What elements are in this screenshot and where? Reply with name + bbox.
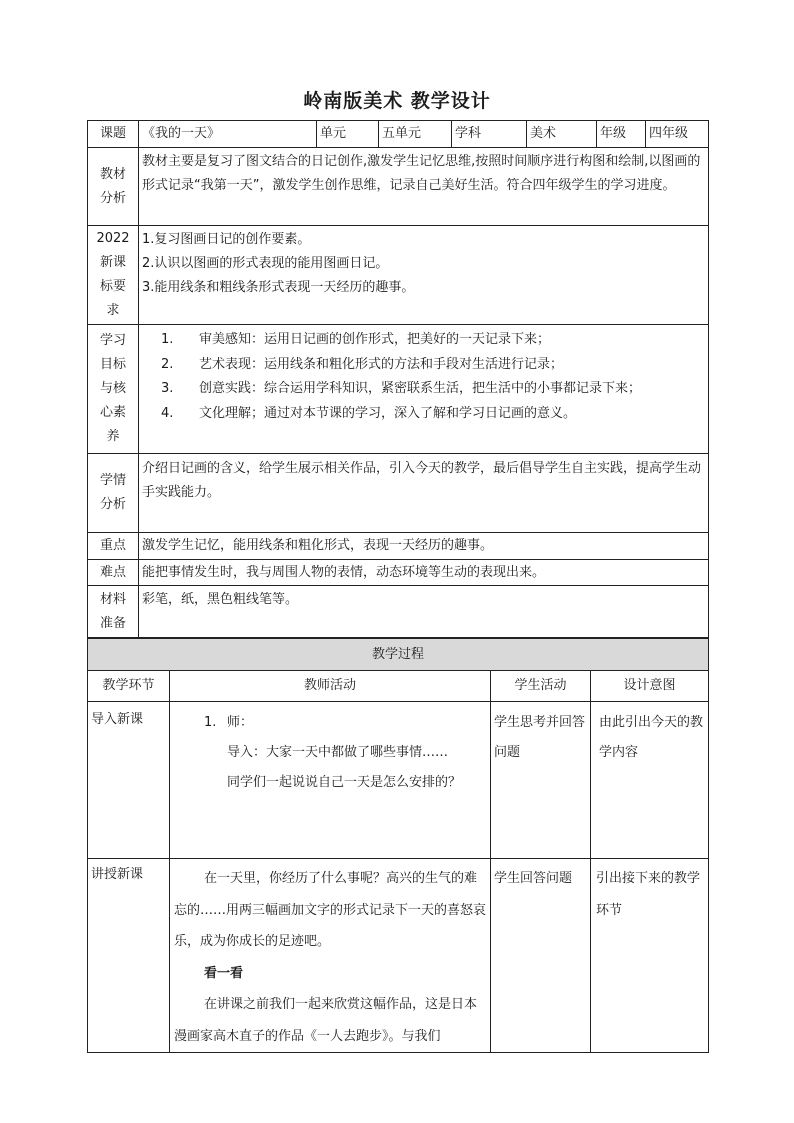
grade-label: 年级 xyxy=(597,121,646,148)
goals-label: 学习 目标 与核 心素 养 xyxy=(88,325,139,454)
page-title: 岭南版美术 教学设计 xyxy=(303,90,491,112)
stage-cell: 导入新课 xyxy=(88,702,170,859)
difficulty-label: 难点 xyxy=(88,560,139,586)
column-header-stage: 教学环节 xyxy=(88,671,170,702)
table-row xyxy=(88,859,709,1053)
goals-list xyxy=(139,325,709,454)
analysis-row xyxy=(88,148,709,226)
standards-row xyxy=(88,226,709,325)
design-intent-cell: 由此引出今天的教学内容 xyxy=(591,702,709,859)
goals-row xyxy=(88,325,709,454)
list-item: 3.能用线条和粗线条形式表现一天经历的趣事。 xyxy=(142,280,415,295)
table-row xyxy=(88,702,709,859)
materials-label: 材料 准备 xyxy=(88,586,139,638)
subject-label: 学科 xyxy=(452,121,527,148)
list-item: 1. 审美感知：运用日记画的创作形式，把美好的一天记录下来； xyxy=(161,332,551,347)
difficulty-row xyxy=(88,560,709,586)
lesson-info-table xyxy=(87,120,709,638)
design-intent-cell: 引出接下来的教学环节 xyxy=(591,859,709,1053)
difficulty-text: 能把事情发生时，我与周围人物的表情，动态环境等生动的表现出来。 xyxy=(139,560,709,586)
info-row xyxy=(88,121,709,148)
key-point-label: 重点 xyxy=(88,533,139,560)
student-activity-cell: 学生思考并回答问题 xyxy=(491,702,591,859)
unit-label: 单元 xyxy=(317,121,379,148)
analysis-text: 教材主要是复习了图文结合的日记创作,激发学生记忆思维,按照时间顺序进行构图和绘制,以图画的形式记录“我第一天”，激发学生创作思维，记录自己美好生活。符合四年级学生的学习进度。 xyxy=(139,148,709,226)
course-value: 《我的一天》 xyxy=(139,121,317,148)
teacher-activity-cell: 1. 师： 导入：大家一天中都做了哪些事情…… 同学们一起说说自己一天是怎么安排的？ xyxy=(170,702,491,859)
subheading: 看一看 xyxy=(204,965,244,981)
list-item: 1.复习图画日记的创作要素。 xyxy=(142,232,311,247)
teaching-process-table xyxy=(87,638,709,1053)
process-heading-row xyxy=(88,639,709,671)
key-point-text: 激发学生记忆，能用线条和粗化形式，表现一天经历的趣事。 xyxy=(139,533,709,560)
subject-value: 美术 xyxy=(527,121,597,148)
standards-list xyxy=(139,226,709,325)
column-header-teacher: 教师活动 xyxy=(170,671,491,702)
grade-value: 四年级 xyxy=(646,121,709,148)
process-header-row xyxy=(88,671,709,702)
process-heading: 教学过程 xyxy=(88,639,709,671)
student-activity-cell: 学生回答问题 xyxy=(491,859,591,1053)
analysis-label: 教材 分析 xyxy=(88,148,139,226)
list-item: 4. 文化理解；通过对本节课的学习，深入了解和学习日记画的意义。 xyxy=(161,405,577,421)
stage-cell: 讲授新课 xyxy=(88,859,170,1053)
materials-text: 彩笔，纸，黑色粗线笔等。 xyxy=(139,586,709,638)
key-point-row xyxy=(88,533,709,560)
list-item: 2.认识以图画的形式表现的能用图画日记。 xyxy=(142,256,389,271)
student-analysis-text: 介绍日记画的含义，给学生展示相关作品，引入今天的教学，最后倡导学生自主实践，提高学生动手实践能力。 xyxy=(139,454,709,533)
standards-label: 2022 新课 标要 求 xyxy=(88,226,139,325)
course-label: 课题 xyxy=(88,121,139,148)
student-analysis-row xyxy=(88,454,709,533)
list-item: 2. 艺术表现：运用线条和粗化形式的方法和手段对生活进行记录； xyxy=(161,356,564,372)
list-item: 3. 创意实践：综合运用学科知识，紧密联系生活，把生活中的小事都记录下来； xyxy=(161,381,642,396)
column-header-intent: 设计意图 xyxy=(591,671,709,702)
column-header-student: 学生活动 xyxy=(491,671,591,702)
student-analysis-label: 学情 分析 xyxy=(88,454,139,533)
teacher-activity-cell: 在一天里，你经历了什么事呢？高兴的生气的难忘的……用两三幅画加文字的形式记录下一天的喜怒哀乐，成为你成长的足迹吧。 看一看 在讲课之前我们一起来欣赏这幅作品，这是日本漫画家高木直子的作品《一人去跑步》。与我们 xyxy=(170,859,491,1053)
unit-value: 五单元 xyxy=(379,121,452,148)
materials-row xyxy=(88,586,709,638)
